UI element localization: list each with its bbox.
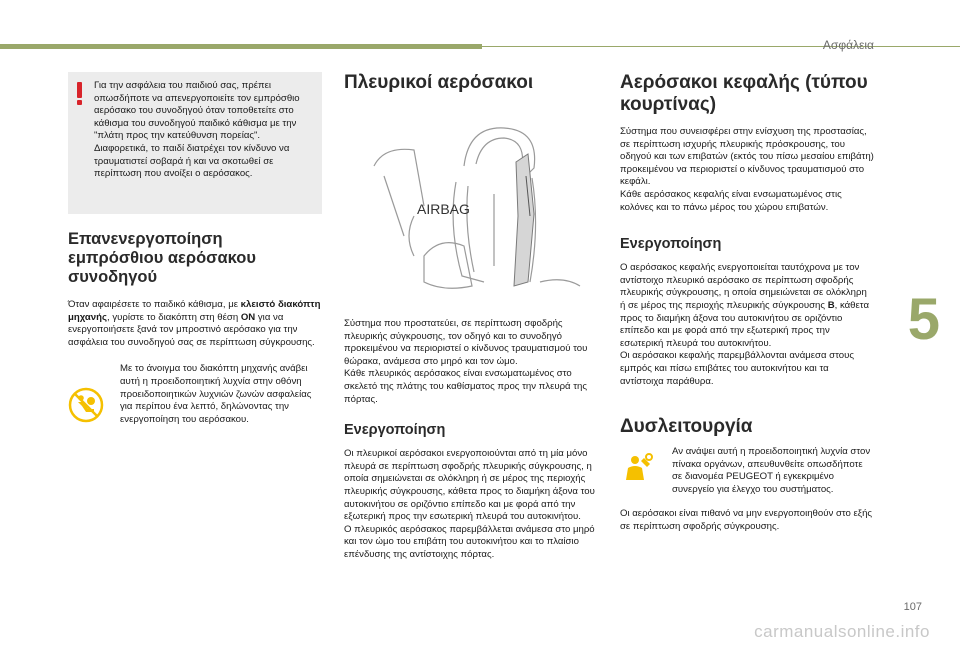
curtain-airbag-paragraph: Σύστημα που συνεισφέρει στην ενίσχυση της προστασίας, σε περίπτωση ισχυρής πλευρικής πρόσκρουσης, του οδηγού και των επιβατών (εκτός του πίσω μεσαίου επιβάτη) προκειμένου να περιοριστεί ο κίνδυνος τραυματισμού στο κεφάλι. Κάθε αερόσακος κεφαλής είναι ενσωματωμένος στις κολόνες και το πάνω μέρος του χώρου επιβατών. xyxy=(620,126,874,213)
column-middle xyxy=(344,72,596,562)
watermark: carmanualsonline.info xyxy=(754,622,930,641)
malfunction-note xyxy=(620,446,874,496)
chapter-number: 5 xyxy=(907,287,940,352)
column-left xyxy=(68,72,322,428)
section-heading-side-airbags: Πλευρικοί αερόσακοι xyxy=(344,72,534,93)
header-accent-bar xyxy=(0,44,482,49)
reactivation-paragraph: Όταν αφαιρέσετε το παιδικό κάθισμα, με κλειστό διακόπτη μηχανής, γυρίστε το διακόπτη στη θέση ON για να ενεργοποιήσετε ξανά τον μπροστινό αερόσακο για την ασφάλεια του συνοδηγού σας σε περίπτωση σύγκρουσης. xyxy=(68,299,321,348)
side-airbag-paragraph: Σύστημα που προστατεύει, σε περίπτωση σφοδρής πλευρικής σύγκρουσης, τον οδηγό και το συνοδηγό προκειμένου να περιοριστεί ο κίνδυνος τραυματισμού του θώρακα, ανάμεσα στο μηρό και τον ώμο. Κάθε πλευρικός αερόσακος είναι ενσωματωμένος στο σκελετό της πλάτης του καθίσματος προς την πλευρά της πόρτας. xyxy=(344,318,588,405)
header-rule xyxy=(482,46,960,47)
curtain-activation-paragraph: Ο αερόσακος κεφαλής ενεργοποιείται ταυτόχρονα με τον αντίστοιχο πλευρικό αερόσακο σε περίπτωση σφοδρής πλευρικής σύγκρουσης, η οποία σημειώνεται σε ολόκληρη ή σε μέρος της περιοχής πλευρικής σύγκρουσης B, κάθετα προς το διαμήκη άξονα του αυτοκινήτου σε οριζόντιο επίπεδο και με φορά από την εξωτερική προς την εσωτερική πλευρά του αυτοκινήτου. Οι αερόσακοι κεφαλής παρεμβάλλονται ανάμεσα στους εμπρός και πίσω επιβάτες του αυτοκινήτου και τα αντίστοιχα παράθυρα. xyxy=(620,262,869,387)
airbag-service-wrench-icon xyxy=(620,450,656,486)
malfunction-paragraph: Οι αερόσακοι είναι πιθανό να μην ενεργοποιηθούν στο εξής σε περίπτωση σφοδρής σύγκρουσης. xyxy=(620,508,873,533)
seat-illustration xyxy=(344,106,596,298)
column-right xyxy=(620,72,874,534)
side-airbag-figure xyxy=(344,106,596,298)
airbag-label: AIRBAG xyxy=(417,201,470,217)
section-heading-curtain-airbags: Αερόσακοι κεφαλής (τύπου κουρτίνας) xyxy=(620,72,868,115)
side-airbag-activation-paragraph: Οι πλευρικοί αερόσακοι ενεργοποιούνται από τη μία μόνο πλευρά σε περίπτωση σφοδρής πλευρικής σύγκρουσης, η οποία σημειώνεται σε ολόκληρη ή σε μέρος της περιοχής πλευρικής σύγκρουσης, κάθετα προς το διαμήκη άξονα του αυτοκινήτου σε οριζόντιο επίπεδο και με φορά από την εξωτερική προς την εσωτερική πλευρά του αυτοκινήτου. Ο πλευρικός αερόσακος παρεμβάλλεται ανάμεσα στο μηρό και τον ώμο του επιβάτη του αυτοκινήτου και το πλαίσιο επένδυσης της αντίστοιχης πόρτας. xyxy=(344,448,595,560)
warning-box xyxy=(68,72,322,214)
warning-text: Για την ασφάλεια του παιδιού σας, πρέπει οπωσδήποτε να απενεργοποιείτε τον εμπρόσθιο αερόσακο του συνοδηγού όταν τοποθετείτε στο κάθισμα του συνοδηγού παιδικό κάθισμα με την "πλάτη προς την κατεύθυνση πορείας". Διαφορετικά, το παιδί διατρέχει τον κίνδυνο να τραυματιστεί σοβαρά ή και να σκοτωθεί σε περίπτωση που ανοίξει ο αερόσακος. xyxy=(94,80,300,180)
exclamation-icon xyxy=(77,82,83,104)
warning-lamp-note xyxy=(68,363,322,428)
curtain-activation-heading: Ενεργοποίηση xyxy=(620,236,722,253)
warning-lamp-text: Με το άνοιγμα του διακόπτη μηχανής ανάβει αυτή η προειδοποιητική λυχνία στην οθόνη προειδοποιητικών λυχνιών ζωνών ασφαλείας για περίπου ένα λεπτό, δηλώνοντας την ενεργοποίηση του αερόσακου. xyxy=(120,363,312,425)
side-airbag-activation-heading: Ενεργοποίηση xyxy=(344,422,446,439)
section-heading-malfunction: Δυσλειτουργία xyxy=(620,416,753,438)
malfunction-lamp-text: Αν ανάψει αυτή η προειδοποιητική λυχνία στον πίνακα οργάνων, απευθυνθείτε οπωσδήποτε σε διανομέα PEUGEOT ή εγκεκριμένο συνεργείο για έλεγχο του συστήματος. xyxy=(672,446,871,495)
page-number: 107 xyxy=(903,601,922,613)
airbag-disabled-warning-icon xyxy=(68,387,104,423)
section-heading-reactivation: Επανενεργοποίηση εμπρόσθιου αερόσακου συνοδηγού xyxy=(68,230,256,286)
chapter-title: Ασφάλεια xyxy=(822,38,874,52)
